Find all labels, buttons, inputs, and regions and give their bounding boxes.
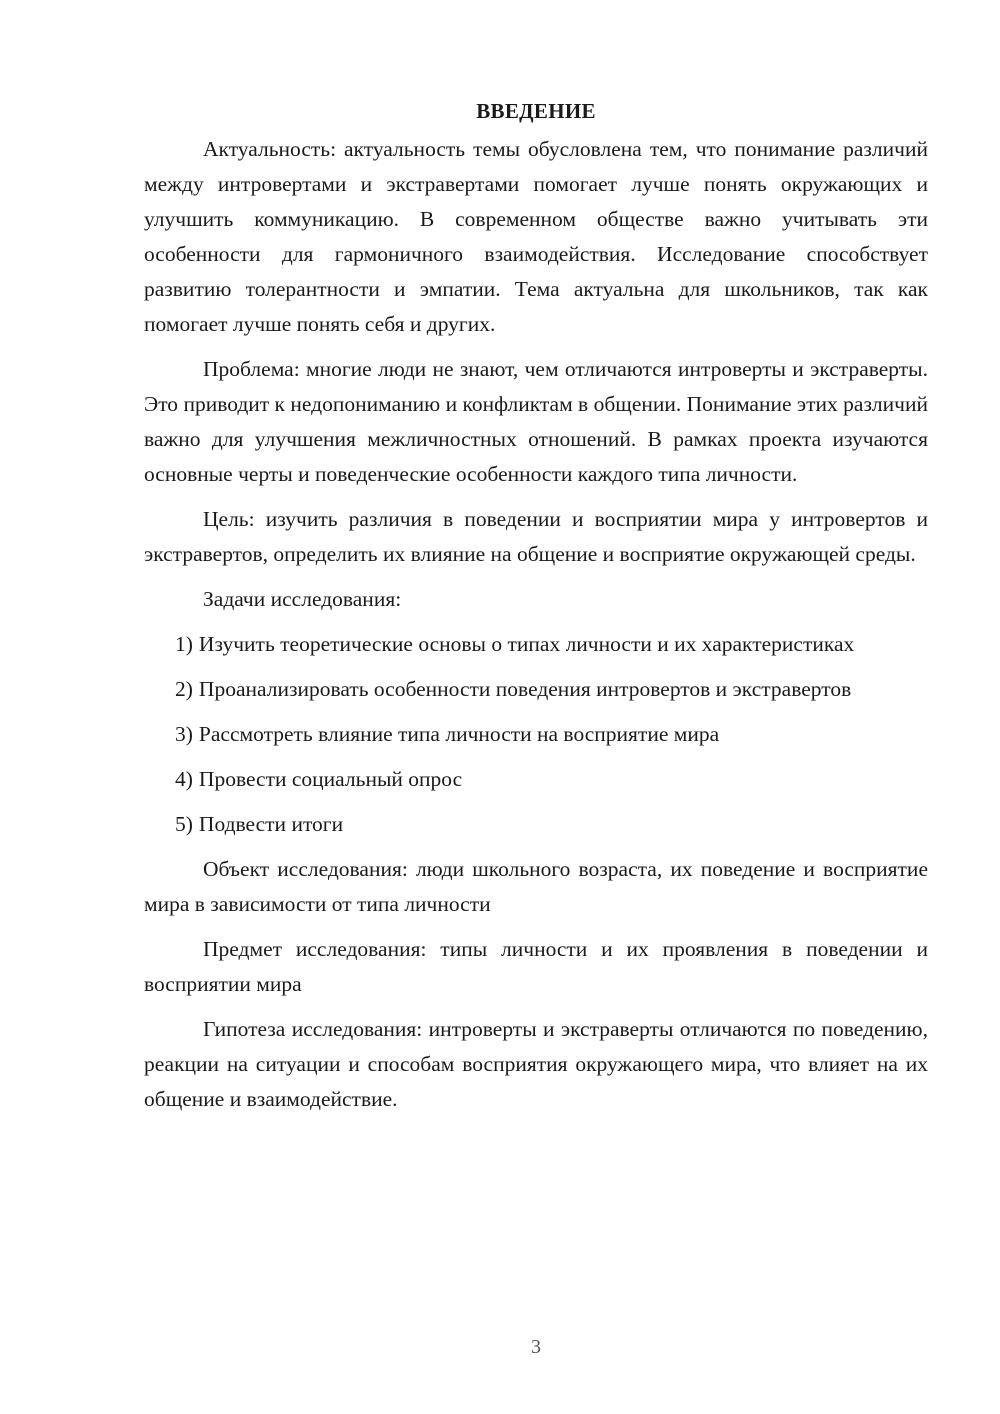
list-item [144,627,928,662]
problem-paragraph: Проблема: многие люди не знают, чем отличаются интроверты и экстраверты. Это приводит к недопониманию и конфликтам в общении. Понимание этих различий важно для улучшения межличностных отношений. В рамках проекта изучаются основные черты и поведенческие особенности каждого типа личности. [144,357,928,486]
page-number: 3 [531,1336,541,1358]
hypothesis-paragraph: Гипотеза исследования: интроверты и экстраверты отличаются по поведению, реакции на ситуации и способам восприятия окружающего мира, что влияет на их общение и взаимодействие. [144,1017,928,1111]
list-item-number: 1) [175,632,193,656]
relevance-paragraph: Актуальность: актуальность темы обусловлена тем, что понимание различий между интровертами и экстравертами помогает лучше понять окружающих и улучшить коммуникацию. В современном обществе важно учитывать эти особенности для гармоничного взаимодействия. Исследование способствует развитию толерантности и эмпатии. Тема актуальна для школьников, так как помогает лучше понять себя и других. [144,137,928,336]
tasks-list [144,627,928,842]
list-item-number: 2) [175,677,193,701]
document-page [144,90,928,1127]
list-item [144,762,928,797]
list-item [144,717,928,752]
goal-paragraph: Цель: изучить различия в поведении и восприятии мира у интровертов и экстравертов, определить их влияние на общение и восприятие окружающей среды. [144,507,928,566]
object-paragraph: Объект исследования: люди школьного возраста, их поведение и восприятие мира в зависимости от типа личности [144,857,928,916]
list-item-text: Изучить теоретические основы о типах личности и их характеристиках [198,632,855,656]
tasks-heading: Задачи исследования: [203,587,402,611]
list-item-number: 5) [175,812,193,836]
list-item-text: Рассмотреть влияние типа личности на восприятие мира [198,722,720,746]
list-item [144,672,928,707]
list-item-text: Подвести итоги [198,812,344,836]
page-title: ВВЕДЕНИЕ [476,99,596,123]
subject-paragraph: Предмет исследования: типы личности и их проявления в поведении и восприятии мира [144,937,928,996]
list-item-number: 3) [175,722,193,746]
list-item-number: 4) [175,767,193,791]
list-item-text: Проанализировать особенности поведения интровертов и экстравертов [198,677,852,701]
list-item [144,807,928,842]
list-item-text: Провести социальный опрос [198,767,463,791]
